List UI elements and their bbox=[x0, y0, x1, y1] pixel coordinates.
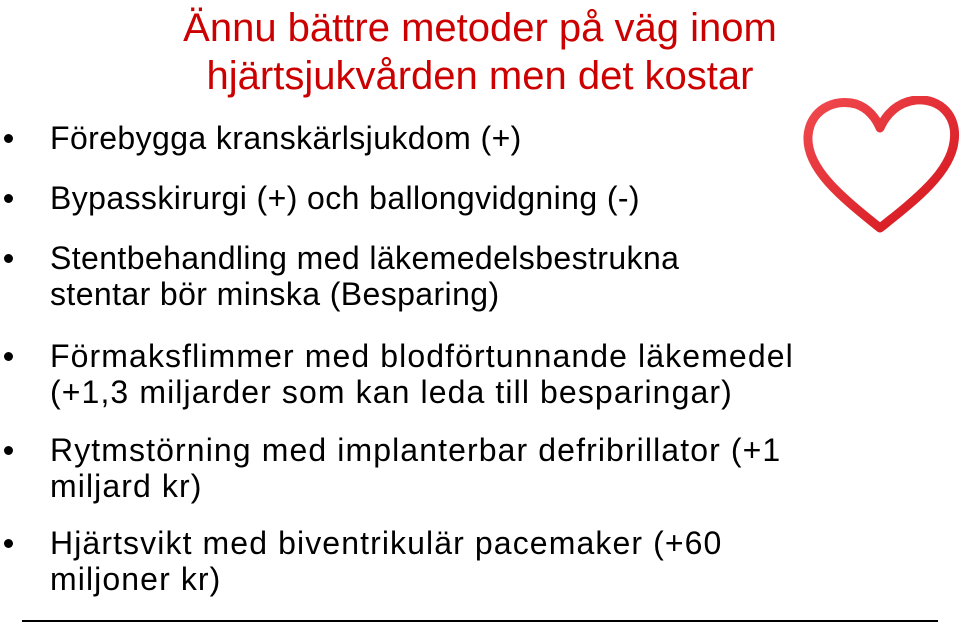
list-item-line: Förmaksflimmer med blodförtunnande läkemedel bbox=[50, 338, 794, 374]
list-item-text bbox=[50, 338, 955, 410]
list-item-line: stentar bör minska (Besparing) bbox=[50, 276, 500, 312]
list-item-text bbox=[50, 120, 955, 156]
bullet-dot-icon bbox=[4, 446, 13, 455]
list-item-text bbox=[50, 525, 955, 597]
list-item-line: Rytmstörning med implanterbar defribrillator (+1 bbox=[50, 432, 782, 468]
bullet-dot-icon bbox=[4, 352, 13, 361]
bullet-dot-icon bbox=[4, 194, 13, 203]
footer-divider bbox=[22, 620, 938, 622]
list-item-text bbox=[50, 180, 955, 216]
bullet-dot-icon bbox=[4, 134, 13, 143]
bullet-dot-icon bbox=[4, 539, 13, 548]
list-item-line: Förebygga kranskärlsjukdom (+) bbox=[50, 120, 522, 156]
slide-title-line-2: hjärtsjukvården men det kostar bbox=[206, 54, 754, 98]
slide-title bbox=[0, 4, 960, 100]
bullet-dot-icon bbox=[4, 254, 13, 263]
list-item-line: Bypasskirurgi (+) och ballongvidgning (-) bbox=[50, 180, 640, 216]
list-item-line: (+1,3 miljarder som kan leda till besparingar) bbox=[50, 374, 733, 410]
list-item-line: miljoner kr) bbox=[50, 561, 222, 597]
list-item-line: Hjärtsvikt med biventrikulär pacemaker (+60 bbox=[50, 525, 723, 561]
list-item-text bbox=[50, 240, 955, 312]
list-item-text bbox=[50, 432, 955, 504]
list-item-line: miljard kr) bbox=[50, 468, 203, 504]
list-item-line: Stentbehandling med läkemedelsbestrukna bbox=[50, 240, 680, 276]
slide-title-line-1: Ännu bättre metoder på väg inom bbox=[183, 6, 777, 50]
